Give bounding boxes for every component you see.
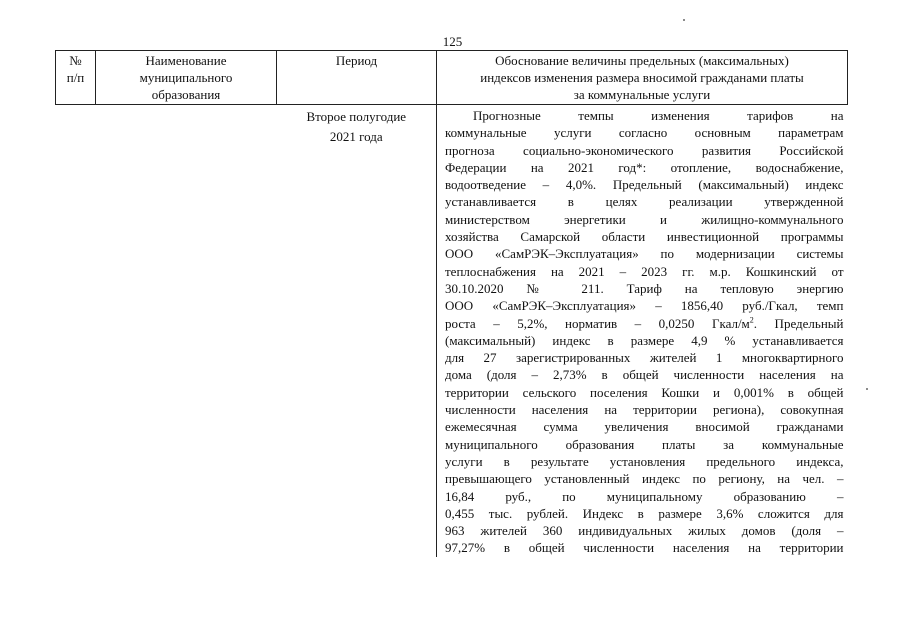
cell-number	[56, 105, 96, 557]
text-line: 0,455 тыс. рублей. Индекс в размере 3,6% сложится для	[445, 505, 844, 521]
text-line: Прогнозные темпы изменения тарифов на	[473, 108, 844, 123]
text-line-with-superscript: роста – 5,2%, норматив – 0,0250 Гкал/$м^2$. Предельный	[445, 315, 844, 331]
text-line: 963 жителей 360 индивидуальных жилых домов (доля –	[445, 523, 844, 539]
text-line: теплоснабжения на 2021 – 2023 гг. м.р. Кошкинский от	[445, 263, 844, 279]
text-line: 16,84 руб., по муниципальному образованию –	[445, 488, 844, 504]
text-line: Федерации на 2021 год*: отопление, водоснабжение,	[445, 159, 844, 175]
text-line: ООО «СамРЭК–Эксплуатация» по модернизации системы	[445, 246, 844, 262]
text-line: 30.10.2020 № 211. Тариф на тепловую энергию	[445, 280, 844, 296]
superscript: 2	[749, 315, 754, 325]
header-justification: Обоснование величины предельных (максимальных) индексов изменения размера вносимой гражданами платы за коммунальные услуги	[437, 51, 848, 105]
text-line: дома (доля – 2,73% в общей численности населения на	[445, 367, 844, 383]
text-line: численности населения на территории региона), совокупная	[445, 402, 844, 418]
text-line: для 27 зарегистрированных жителей 1 многоквартирного	[445, 350, 844, 366]
scan-speck	[683, 19, 685, 21]
text-line: хозяйства Самарской области инвестиционной программы	[445, 229, 844, 245]
text-line: муниципального образования платы за коммунальные	[445, 436, 844, 452]
text-line: превышающего установленный индекс по региону, на чел. –	[445, 471, 844, 487]
text-line: прогноза социально-экономического развития Российской	[445, 142, 844, 158]
cell-justification-text	[437, 105, 848, 557]
text-line: коммунальные услуги согласно основным параметрам	[445, 125, 844, 141]
text-line: ежемесячная сумма увеличения вносимой гражданами	[445, 419, 844, 435]
page-number: 125	[442, 34, 463, 49]
tariff-index-table	[55, 50, 848, 557]
text-line: ООО «СамРЭК–Эксплуатация» – 1856,40 руб./Гкал, темп	[445, 298, 844, 314]
text-line: устанавливается в целях реализации утвержденной	[445, 194, 844, 210]
text-line: водоотведение – 4,0%. Предельный (максимальный) индекс	[445, 177, 844, 193]
text-line: министерством энергетики и жилищно-коммунального	[445, 211, 844, 227]
text-line: 97,27% в общей численности населения на территории	[445, 540, 844, 556]
header-period: Период	[277, 51, 437, 105]
cell-period: Второе полугодие 2021 года	[306, 109, 407, 144]
table-header-row	[56, 51, 848, 105]
scan-speck	[866, 388, 868, 390]
text-line: (максимальный) индекс в размере 4,9 % устанавливается	[445, 332, 844, 348]
cell-municipality	[96, 105, 277, 557]
header-municipality: Наименование муниципального образования	[96, 51, 277, 105]
table-row	[56, 105, 848, 557]
text-line: услуги в результате установления предельного индекса,	[445, 453, 844, 469]
header-number: № п/п	[56, 51, 96, 105]
text-line: территории сельского поселения Кошки и 0,001% в общей	[445, 384, 844, 400]
